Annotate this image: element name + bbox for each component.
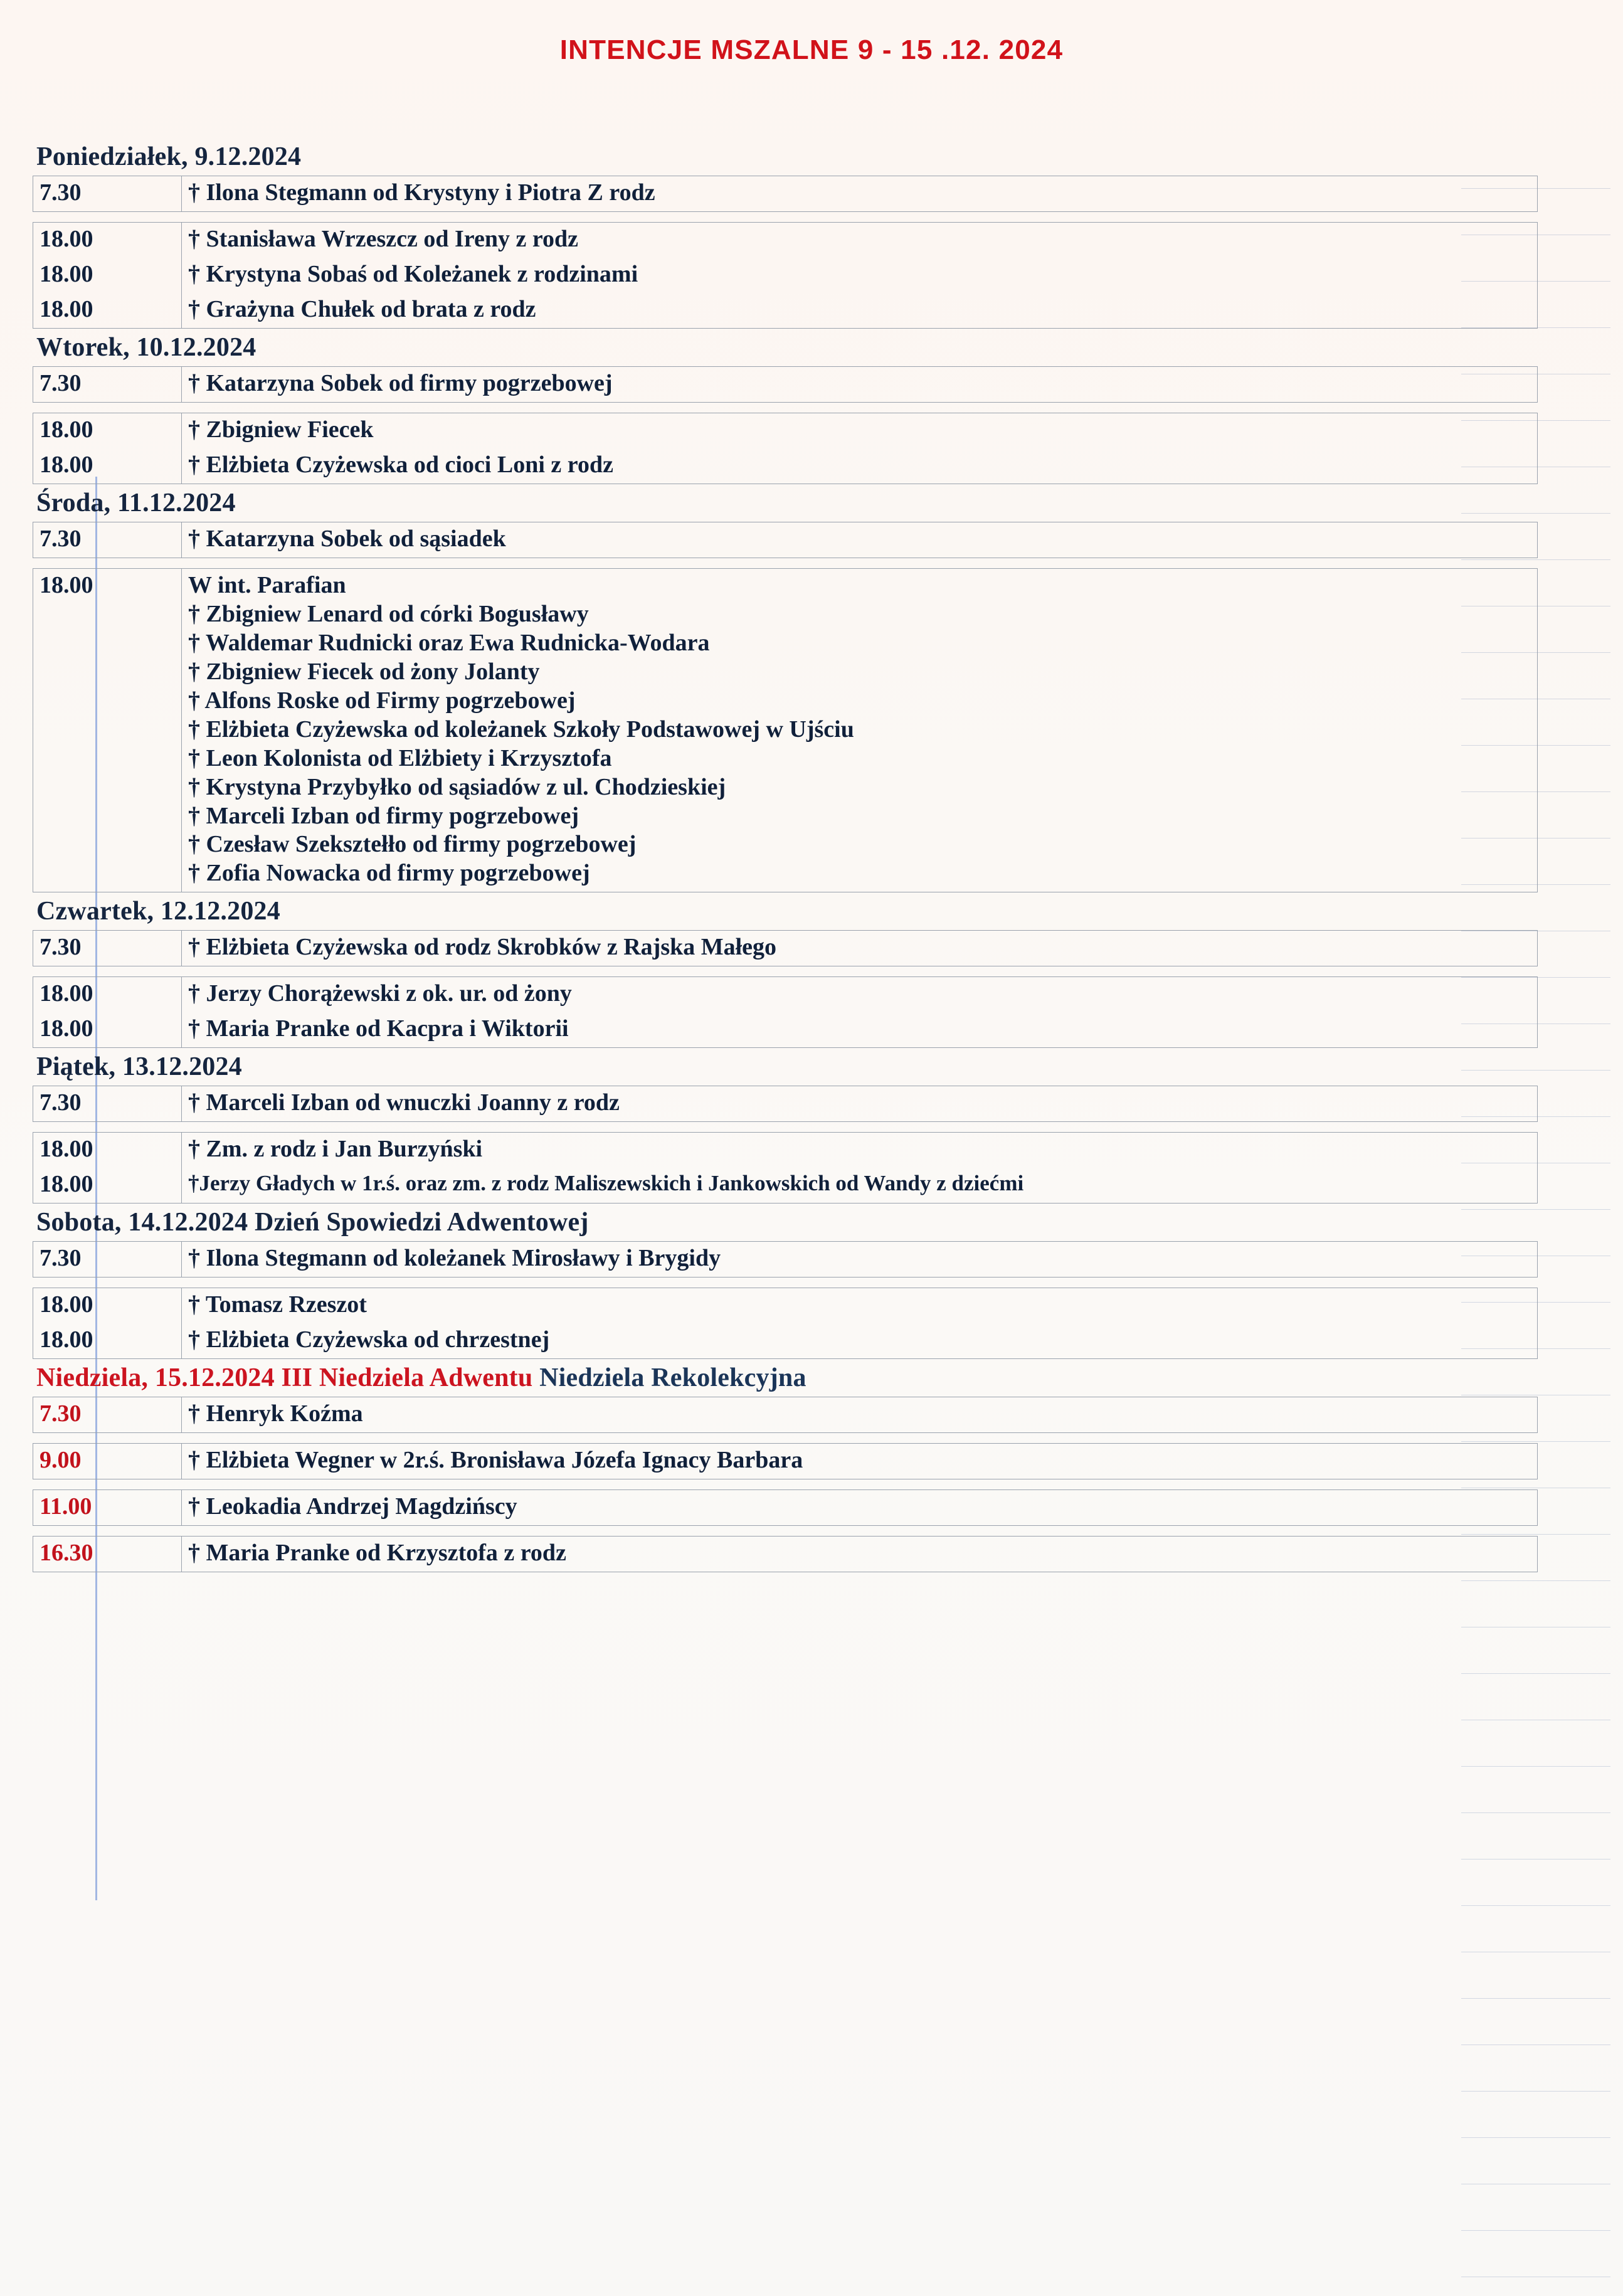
paper-rule [1461,1673,1610,1674]
intention-line: † Ilona Stegmann od koleżanek Mirosławy i Brygidy [188,1245,721,1272]
intention-text [182,1444,1538,1479]
block-gap [33,559,1582,568]
intention-text [182,1242,1538,1278]
table-row [33,1168,1538,1203]
intention-line: † Zbigniew Fiecek od żony Jolanty [188,658,540,685]
intention-line: † Zbigniew Lenard od córki Bogusławy [188,600,589,627]
table-row [33,568,1538,892]
intention-line: † Alfons Roske od Firmy pogrzebowej [188,687,576,714]
table-row [33,1288,1538,1323]
mass-time: 18.00 [33,222,182,257]
mass-time: 11.00 [33,1490,182,1526]
day-header: Środa, 11.12.2024 [36,488,236,517]
paper-rule [1461,1812,1610,1813]
mass-time: 7.30 [33,1242,182,1278]
block-gap [33,1481,1582,1489]
intentions-table [33,522,1538,558]
day-header: Sobota, 14.12.2024 Dzień Spowiedzi Adwentowej [36,1208,589,1237]
paper-rule [1461,1859,1610,1860]
intention-text [182,176,1538,212]
intention-line: † Henryk Koźma [188,1400,363,1427]
intention-text [182,413,1538,448]
table-row [33,366,1538,402]
intention-line: † Marceli Izban od wnuczki Joanny z rodz [188,1089,620,1116]
intention-text [182,222,1538,257]
intention-text [182,1168,1538,1203]
block-gap [33,968,1582,976]
mass-time: 18.00 [33,258,182,293]
paper-rule [1461,2230,1610,2231]
intentions-table [33,366,1538,403]
paper-rule [1461,1998,1610,1999]
intention-line: † Tomasz Rzeszot [188,1291,367,1318]
intention-line: †Jerzy Gładych w 1r.ś. oraz zm. z rodz Maliszewskich i Jankowskich od Wandy z dziećmi [188,1171,1024,1196]
block-gap [33,213,1582,222]
intentions-table [33,976,1538,1048]
intention-text [182,1490,1538,1526]
mass-time: 7.30 [33,176,182,212]
day-header: Czwartek, 12.12.2024 [36,897,280,926]
intention-line: † Elżbieta Wegner w 2r.ś. Bronisława Józefa Ignacy Barbara [188,1447,803,1474]
intention-text [182,1086,1538,1122]
mass-time: 18.00 [33,1133,182,1168]
day-header-note: Niedziela Rekolekcyjna [532,1363,806,1393]
intentions-table [33,413,1538,484]
mass-time: 18.00 [33,413,182,448]
paper-rule [1461,1580,1610,1581]
table-row [33,176,1538,212]
intentions-table [33,1288,1538,1359]
intention-text [182,568,1538,892]
mass-time: 18.00 [33,293,182,328]
mass-time: 18.00 [33,1168,182,1203]
intention-line: † Katarzyna Sobek od firmy pogrzebowej [188,369,613,396]
intentions-table [33,1086,1538,1122]
intention-line: † Katarzyna Sobek od sąsiadek [188,525,506,552]
intention-text [182,1323,1538,1358]
intention-line: † Elżbieta Czyżewska od koleżanek Szkoły Podstawowej w Ujściu [188,716,854,743]
intention-line: † Krystyna Sobaś od Koleżanek z rodzinami [188,260,638,287]
intentions-table [33,1241,1538,1278]
paper-rule [1461,2137,1610,2138]
mass-time: 18.00 [33,448,182,484]
intention-text [182,977,1538,1012]
intention-text [182,1288,1538,1323]
intention-text [182,258,1538,293]
table-row [33,931,1538,966]
mass-time: 9.00 [33,1444,182,1479]
intention-line: † Krystyna Przybyłko od sąsiadów z ul. Chodzieskiej [188,773,726,800]
intentions-table [33,1536,1538,1572]
intention-line: † Maria Pranke od Kacpra i Wiktorii [188,1015,569,1042]
table-row [33,1397,1538,1433]
intention-line: † Zm. z rodz i Jan Burzyński [188,1136,483,1163]
day-header: Piątek, 13.12.2024 [36,1052,242,1082]
table-row [33,1490,1538,1526]
mass-time: 18.00 [33,1288,182,1323]
intentions-table [33,930,1538,966]
table-row [33,977,1538,1012]
mass-time: 7.30 [33,522,182,558]
mass-time: 16.30 [33,1537,182,1572]
table-row [33,293,1538,328]
intention-line: † Elżbieta Czyżewska od rodz Skrobków z Rajska Małego [188,934,777,961]
mass-time: 18.00 [33,977,182,1012]
mass-time: 7.30 [33,1086,182,1122]
table-row [33,1537,1538,1572]
table-row [33,413,1538,448]
intention-line: † Marceli Izban od firmy pogrzebowej [188,802,579,829]
mass-time: 18.00 [33,1323,182,1358]
intention-line: † Ilona Stegmann od Krystyny i Piotra Z rodz [188,179,655,206]
table-row [33,1444,1538,1479]
intention-text [182,1397,1538,1433]
block-gap [33,1434,1582,1443]
intention-text [182,293,1538,328]
table-row [33,222,1538,257]
intentions-table [33,1132,1538,1204]
paper-rule [1461,1905,1610,1906]
block-gap [33,1123,1582,1132]
intention-line: † Leon Kolonista od Elżbiety i Krzysztofa [188,744,612,771]
page-title: INTENCJE MSZALNE 9 - 15 .12. 2024 [559,34,1064,65]
day-header: Wtorek, 10.12.2024 [36,332,256,362]
intention-line: † Stanisława Wrzeszcz od Ireny z rodz [188,225,579,252]
intention-line: † Waldemar Rudnicki oraz Ewa Rudnicka-Wodara [188,629,710,656]
table-row [33,448,1538,484]
intention-line: † Elżbieta Czyżewska od chrzestnej [188,1326,550,1353]
table-row [33,1242,1538,1278]
intention-line: † Elżbieta Czyżewska od cioci Loni z rodz [188,451,613,478]
day-header-date: Niedziela, 15.12.2024 III Niedziela Adwentu [36,1363,533,1393]
table-row [33,1012,1538,1047]
intentions-table [33,176,1538,212]
intention-line: † Czesław Szeksztełło od firmy pogrzebowej [188,831,637,858]
table-row [33,1133,1538,1168]
intentions-table [33,568,1538,893]
mass-intentions-list [33,139,1582,1574]
block-gap [33,404,1582,413]
intention-text [182,1133,1538,1168]
intention-text [182,366,1538,402]
intention-text [182,522,1538,558]
mass-time: 18.00 [33,1012,182,1047]
intention-line: † Maria Pranke od Krzysztofa z rodz [188,1540,566,1567]
paper-rule [1461,2091,1610,2092]
intention-line: † Zbigniew Fiecek [188,416,374,443]
table-row [33,258,1538,293]
paper-rule [1461,1766,1610,1767]
intention-text [182,448,1538,484]
block-gap [33,1279,1582,1288]
intentions-table [33,1489,1538,1526]
table-row [33,522,1538,558]
mass-time: 18.00 [33,568,182,892]
block-gap [33,1527,1582,1536]
day-header: Poniedziałek, 9.12.2024 [36,142,302,171]
intention-line: W int. Parafian [188,571,346,598]
table-row [33,1323,1538,1358]
intention-text [182,931,1538,966]
intention-line: † Zofia Nowacka od firmy pogrzebowej [188,860,590,887]
intention-line: † Grażyna Chułek od brata z rodz [188,295,536,322]
table-row [33,1086,1538,1122]
intention-text [182,1012,1538,1047]
day-header [33,1360,1582,1397]
intentions-table [33,222,1538,329]
mass-time: 7.30 [33,366,182,402]
intention-line: † Leokadia Andrzej Magdzińscy [188,1493,517,1520]
intentions-table [33,1443,1538,1479]
mass-time: 7.30 [33,1397,182,1433]
intention-text [182,1537,1538,1572]
mass-time: 7.30 [33,931,182,966]
intention-line: † Jerzy Chorążewski z ok. ur. od żony [188,980,572,1007]
intentions-table [33,1397,1538,1433]
